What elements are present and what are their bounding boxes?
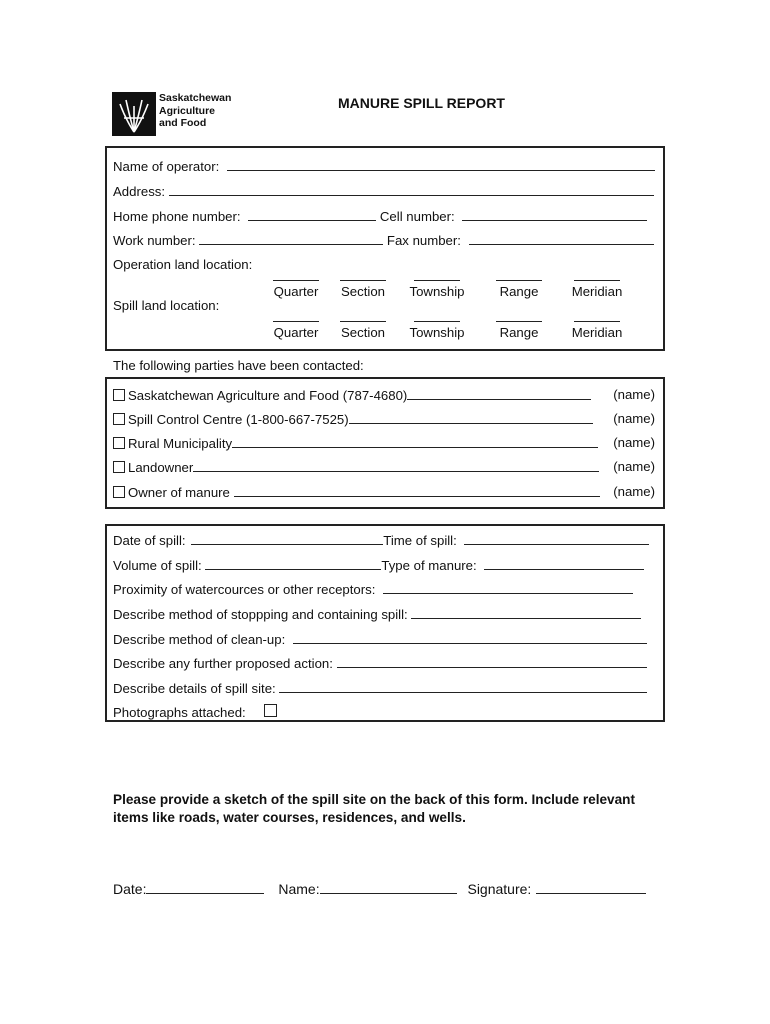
contact-spill-control-name-field[interactable]	[349, 411, 593, 424]
time-of-spill-label: Time of spill:	[383, 533, 457, 548]
spill-township[interactable]	[403, 309, 471, 340]
operation-range-field[interactable]	[496, 268, 542, 281]
cell-number-label: Cell number:	[379, 209, 455, 224]
contact-spill-control-label: Spill Control Centre (1-800-667-7525)	[128, 412, 349, 427]
footer-name-field[interactable]	[320, 881, 457, 894]
footer-signature-label: Signature:	[467, 881, 532, 897]
contact-saf-name-field[interactable]	[407, 387, 591, 400]
operation-quarter[interactable]	[268, 268, 324, 299]
spill-quarter-label: Quarter	[273, 325, 319, 340]
spill-section-field[interactable]	[340, 309, 386, 322]
cleanup-method-field[interactable]	[293, 631, 647, 644]
photographs-checkbox[interactable]	[264, 704, 277, 717]
spill-quarter[interactable]	[268, 309, 324, 340]
operation-township[interactable]	[403, 268, 471, 299]
spill-township-field[interactable]	[414, 309, 460, 322]
contact-landowner-name-suffix: (name)	[613, 459, 655, 474]
further-action-label: Describe any further proposed action:	[113, 656, 333, 671]
spill-meridian-field[interactable]	[574, 309, 620, 322]
contacts-intro: The following parties have been contacted:	[113, 358, 364, 373]
cleanup-method-label: Describe method of clean-up:	[113, 632, 286, 647]
contact-owner-checkbox[interactable]	[113, 486, 125, 498]
page-title: MANURE SPILL REPORT	[338, 95, 505, 111]
type-of-manure-field[interactable]	[484, 557, 644, 570]
contact-row-owner	[113, 484, 655, 501]
operation-section-label: Section	[341, 284, 385, 299]
address-label: Address:	[113, 184, 166, 199]
spill-meridian[interactable]	[564, 309, 630, 340]
contact-owner-name-suffix: (name)	[613, 484, 655, 499]
logo-text	[159, 92, 231, 130]
volume-type-row	[113, 557, 655, 574]
phone-row	[113, 208, 655, 225]
containment-method-row	[113, 606, 655, 623]
signature-row	[113, 881, 646, 897]
contact-saf-label: Saskatchewan Agriculture and Food (787-4680)	[128, 388, 408, 403]
work-number-label: Work number:	[113, 233, 196, 248]
contact-landowner-name-field[interactable]	[193, 459, 599, 472]
spill-meridian-label: Meridian	[571, 325, 623, 340]
operation-township-label: Township	[409, 284, 465, 299]
date-of-spill-label: Date of spill:	[113, 533, 186, 548]
spill-section-label: Section	[341, 325, 385, 340]
spill-range[interactable]	[490, 309, 548, 340]
type-of-manure-label: Type of manure:	[381, 558, 477, 573]
date-of-spill-field[interactable]	[191, 532, 383, 545]
operation-range[interactable]	[490, 268, 548, 299]
contact-landowner-checkbox[interactable]	[113, 461, 125, 473]
footer-name-label: Name:	[278, 881, 320, 897]
contact-owner-name-field[interactable]	[234, 484, 600, 497]
further-action-row	[113, 655, 655, 672]
volume-of-spill-label: Volume of spill:	[113, 558, 202, 573]
logo-line-1: Saskatchewan	[159, 92, 232, 104]
site-details-row	[113, 680, 655, 697]
sketch-instructions: Please provide a sketch of the spill site on the back of this form. Include relevant items like roads, water courses, residences, and wells.	[113, 792, 635, 825]
logo-line-3: and Food	[159, 117, 207, 129]
contact-row-rm	[113, 435, 655, 452]
operation-range-label: Range	[499, 284, 539, 299]
spill-quarter-field[interactable]	[273, 309, 319, 322]
contact-saf-name-suffix: (name)	[613, 387, 655, 402]
operation-quarter-field[interactable]	[273, 268, 319, 281]
contact-rm-name-suffix: (name)	[613, 435, 655, 450]
work-number-field[interactable]	[199, 232, 383, 245]
operation-meridian-field[interactable]	[574, 268, 620, 281]
containment-method-label: Describe method of stoppping and containing spill:	[113, 607, 408, 622]
contact-rm-label: Rural Municipality	[128, 436, 233, 451]
wheat-sheaf-icon	[112, 92, 156, 136]
operation-township-field[interactable]	[414, 268, 460, 281]
contact-saf-checkbox[interactable]	[113, 389, 125, 401]
containment-method-field[interactable]	[411, 606, 641, 619]
contact-owner-label: Owner of manure	[128, 485, 230, 500]
spill-range-label: Range	[499, 325, 539, 340]
contact-row-landowner	[113, 459, 655, 476]
home-phone-label: Home phone number:	[113, 209, 241, 224]
fax-number-field[interactable]	[469, 232, 654, 245]
contact-rm-name-field[interactable]	[232, 435, 598, 448]
contact-spill-control-checkbox[interactable]	[113, 413, 125, 425]
footer-date-field[interactable]	[146, 881, 264, 894]
photographs-row	[113, 705, 655, 721]
operation-meridian[interactable]	[564, 268, 630, 299]
proximity-field[interactable]	[383, 581, 633, 594]
volume-of-spill-field[interactable]	[205, 557, 381, 570]
contact-landowner-label: Landowner	[128, 460, 194, 475]
contact-row-spill-control	[113, 411, 655, 428]
spill-land-location-label: Spill land location:	[113, 298, 220, 313]
proximity-row	[113, 581, 655, 598]
operator-name-label: Name of operator:	[113, 159, 220, 174]
operator-name-row	[113, 158, 655, 175]
operation-meridian-label: Meridian	[571, 284, 623, 299]
further-action-field[interactable]	[337, 655, 647, 668]
contact-spill-control-name-suffix: (name)	[613, 411, 655, 426]
contact-row-saf	[113, 387, 655, 404]
spill-township-label: Township	[409, 325, 465, 340]
proximity-label: Proximity of watercources or other receptors:	[113, 582, 376, 597]
cleanup-method-row	[113, 631, 655, 648]
address-field[interactable]	[169, 183, 654, 196]
address-row	[113, 183, 655, 200]
footer-date-label: Date:	[113, 881, 147, 897]
operation-land-location-label: Operation land location:	[113, 257, 253, 272]
spill-section[interactable]	[334, 309, 392, 340]
work-fax-row	[113, 232, 655, 249]
operator-name-field[interactable]	[227, 158, 655, 171]
cell-number-field[interactable]	[462, 208, 647, 221]
contact-rm-checkbox[interactable]	[113, 437, 125, 449]
operation-section-field[interactable]	[340, 268, 386, 281]
organization-logo	[112, 92, 242, 138]
operation-quarter-label: Quarter	[273, 284, 319, 299]
time-of-spill-field[interactable]	[464, 532, 649, 545]
operation-section[interactable]	[334, 268, 392, 299]
footer-signature-field[interactable]	[536, 881, 646, 894]
site-details-label: Describe details of spill site:	[113, 681, 276, 696]
photographs-label: Photographs attached:	[113, 705, 246, 720]
logo-line-2: Agriculture	[159, 104, 216, 117]
date-time-row	[113, 532, 655, 549]
home-phone-field[interactable]	[248, 208, 376, 221]
fax-number-label: Fax number:	[386, 233, 461, 248]
site-details-field[interactable]	[279, 680, 647, 693]
spill-range-field[interactable]	[496, 309, 542, 322]
